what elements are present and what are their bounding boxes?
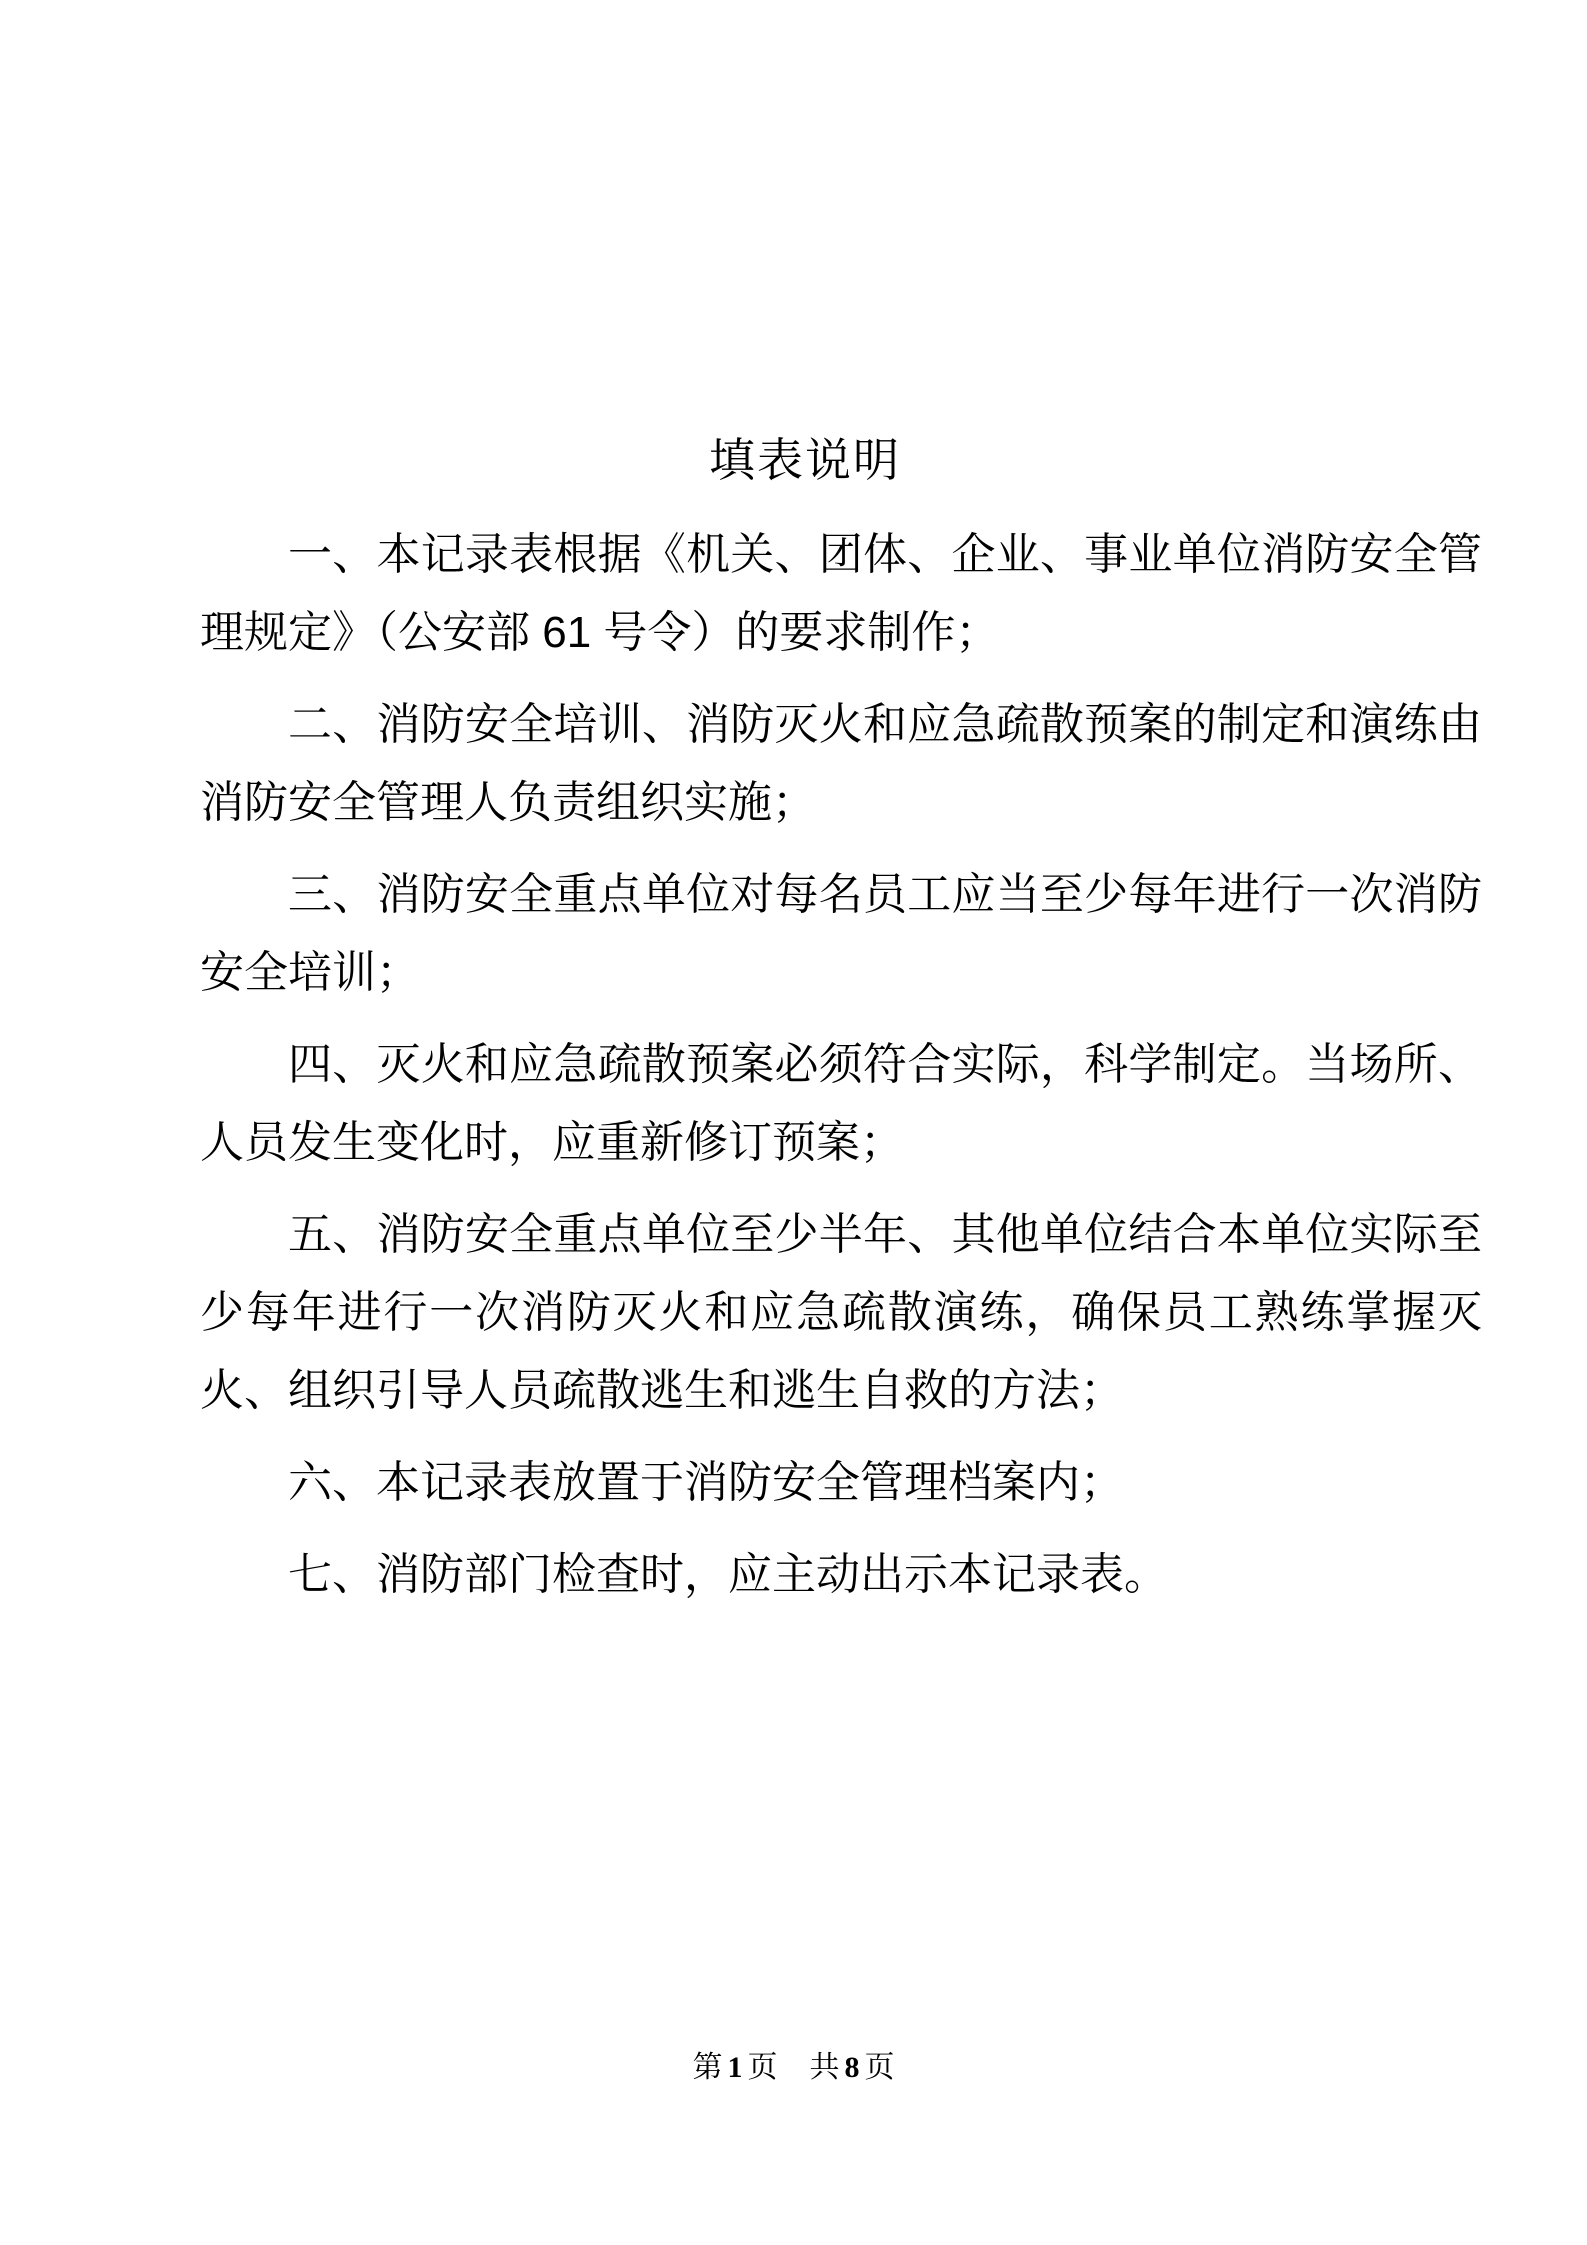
paragraph (200, 1536, 1482, 1614)
footer-page-prefix: 第 (692, 2051, 723, 2084)
paragraph-line: 六、本记录表放置于消防安全管理档案内； (288, 1458, 1124, 1507)
footer-total-unit: 页 (864, 2051, 895, 2084)
instructions-body (200, 516, 1482, 1628)
paragraph-line: 七、消防部门检查时，应主动出示本记录表。 (288, 1550, 1168, 1599)
paragraph (200, 516, 1482, 672)
document-title: 填表说明 (709, 434, 901, 486)
paragraph (200, 1444, 1482, 1522)
paragraph-line: 三、消防安全重点单位对每名员工应当至少每年进行一次消防 (288, 870, 1482, 919)
page-footer (0, 2042, 1587, 2086)
paragraph (200, 1026, 1482, 1182)
paragraph-line: 二、消防安全培训、消防灭火和应急疏散预案的制定和演练由 (288, 700, 1482, 749)
footer-total-prefix: 共 (809, 2051, 840, 2084)
paragraph-line: 少每年进行一次消防灭火和应急疏散演练，确保员工熟练掌握灭 (200, 1288, 1482, 1337)
paragraph-line: 五、消防安全重点单位至少半年、其他单位结合本单位实际至 (288, 1210, 1482, 1259)
paragraph-line: 理规定》（公安部 61 号令）的要求制作； (200, 608, 1000, 657)
footer-total-number: 8 (844, 2051, 860, 2084)
footer-page-number: 1 (727, 2051, 743, 2084)
paragraph-line: 四、灭火和应急疏散预案必须符合实际，科学制定。当场所、 (288, 1040, 1482, 1089)
footer-page-unit: 页 (747, 2051, 778, 2084)
paragraph-line: 人员发生变化时，应重新修订预案； (200, 1118, 904, 1167)
paragraph-line: 安全培训； (200, 948, 420, 997)
paragraph-line: 火、组织引导人员疏散逃生和逃生自救的方法； (200, 1366, 1124, 1415)
paragraph (200, 686, 1482, 842)
paragraph-line: 一、本记录表根据《机关、团体、企业、事业单位消防安全管 (288, 530, 1482, 579)
paragraph-line: 消防安全管理人负责组织实施； (200, 778, 816, 827)
paragraph (200, 1196, 1482, 1430)
paragraph (200, 856, 1482, 1012)
